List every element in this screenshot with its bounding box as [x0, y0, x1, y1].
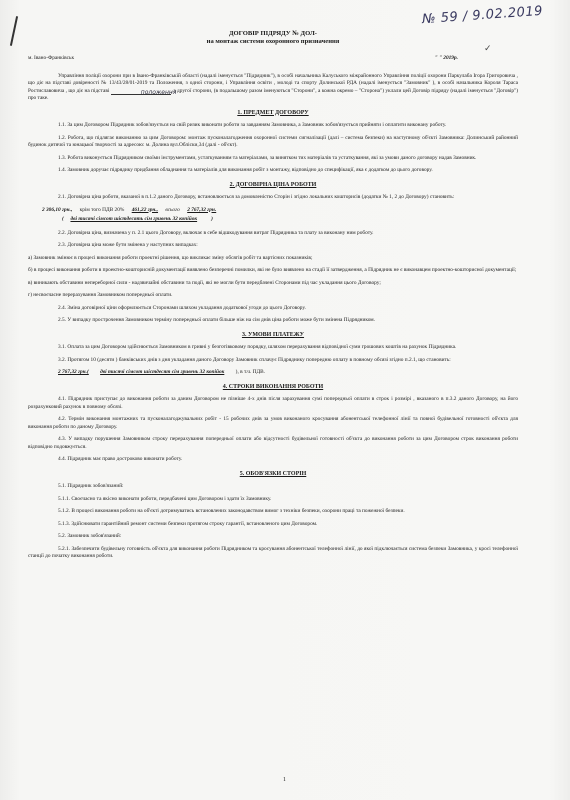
- clause-2-3: 2.3. Договірна ціна може бути змінена у наступних випадках:: [58, 242, 198, 248]
- clause-2-5: 2.5. У випадку прострочення Замовником терміну попередньої оплати більше ніж на сім днів ціна роботи може бути змінена Підрядником.: [58, 317, 375, 323]
- contract-city: м. Івано-Франківськ: [28, 55, 75, 61]
- clause-4-3: 4.3. У випадку порушення Замовником строку перерахування попередньої оплати або відсутності будівельної готовності об'єкта до виконання роботи за цим Договором строк виконання роботи відповідно подовжується.: [28, 436, 518, 450]
- contract-body: [28, 30, 518, 566]
- price-total-label: всього: [165, 206, 180, 213]
- clause-2-2: 2.2. Договірна ціна, визначена у п. 2.1 цього Договору, включає в себе відшкодування витрат Підрядника та плату за виконану ним роботу.: [58, 229, 374, 236]
- clause-5-1-3: 5.1.3. Здійснювати гарантійний ремонт системи безпеки протягом строку гарантії, встановленого цим Договором.: [58, 520, 318, 527]
- check-mark-icon: ✓: [484, 44, 492, 54]
- amount-words: дві тисячі сімсот шістдесят сім гривень 32 копійок: [100, 369, 225, 375]
- clause-4-4: 4.4. Підрядник має право достроково виконати роботу.: [58, 456, 183, 462]
- price-line: [28, 207, 518, 215]
- section-1-title: 1. ПРЕДМЕТ ДОГОВОРУ: [237, 109, 309, 116]
- amount-tail: ), в т.ч. ПДВ.: [235, 369, 266, 375]
- section-5-title: 5. ОБОВ'ЯЗКИ СТОРІН: [239, 470, 307, 477]
- amount-line: [28, 369, 518, 377]
- clause-5-2-1: 5.2.1. Забезпечити будівельну готовність об'єкта для виконання роботи Підрядником та кросування абонентської телефонної лінії, до якої підключається система безпеки Замовника, у кросі телефонної станції до початку виконання роботи.: [28, 545, 518, 559]
- section-3-title: 3. УМОВИ ПЛАТЕЖУ: [241, 331, 305, 338]
- clause-4-1: 4.1. Підрядник приступає до виконання роботи за даним Договором не пізніше 4-х днів після зарахування сумі попередньої оплати в строк і розмірі , вказаного в п.3.2 даного Договору, на його розрахунковий рахунок в повному обсязі.: [28, 396, 518, 410]
- clause-1-4: 1.4. Замовник доручає підрядику придбання обладнання та матеріалів для виконання робіт з монтажу, відповідно до специфікації, яка є додатком до цього договору.: [58, 167, 433, 173]
- clause-4-2: 4.2. Термін виконання монтажних та пусконалагоджувальних робіт - 15 робочих днів за умов виконаного кросування абонентської телефонної лінії та повної будівельної готовності об'єкта для виконання роботи по даному Договору.: [28, 416, 518, 430]
- price-words-line: ( дві тисячі сімсот шістдесять сім гривень 32 копійок ): [62, 216, 213, 222]
- price-vat-label: крім того ПДВ 20%: [79, 206, 125, 213]
- clause-3-2: 3.2. Протягом 10 (десяти ) банківських днів з дня укладання даного Договору Замовник сплачує Підряднику попередню оплату в повному обсязі згідно п.2.1, що становить:: [58, 356, 451, 363]
- clause-3-1: 3.1. Оплата за цим Договором здійснюється Замовником в гривні у безготівковому порядку, шляхом перерахування відповідної суми грошових коштів на рахунок Підрядника.: [58, 344, 457, 350]
- clause-2-4: 2.4. Зміна договірної ціни оформлюється Сторонами шляхом укладання додаткової угоди до цього Договору.: [58, 304, 306, 311]
- clause-2-3-a: а) Замовник змінює в процесі виконання роботи проектні рішення, що викликає зміну обсягів робіт та вартісних показників;: [28, 254, 313, 261]
- price-vat: 461,22 грн.,: [131, 206, 159, 213]
- price-words: дві тисячі сімсот шістдесять сім гривень 32 копійок: [70, 216, 198, 222]
- preamble: Управління поліції охорони при в Івано-Франківській області (надалі іменується "Підрядник"), в особі начальника Калуського міжрайонного Управління поліції охорони Паркулаба Ігора Григоровича , що діє на підставі довіреності № 13/43/28/01-2019 та Положення, з одної сторони, і Управління освіти , молоді та спорту Долинської РДА (надалі іменується "Замовник" ), в особі начальника Короля Тараса Ростиславовича , що діє на підставі положення, з другої сторони, (в подальшому разом іменуються "Сторони", а кожна окремо – "Сторона") уклали цей Договір підряду (надалі іменується "Договір") про таке.: [28, 72, 519, 101]
- clause-2-3-b: б) в процесі виконання роботи в проектно-кошторисній документації виявлено безперечні помилки, які не було виявлено на стадії її затвердження, а Підрядник не є виконавцем проектно-кошторисної документації;: [28, 267, 517, 273]
- margin-pen-mark: [10, 16, 18, 46]
- clause-2-3-g: г) несвоєчасне перерахування Замовником попередньої оплати.: [28, 292, 173, 298]
- clause-5-2: 5.2. Замовник зобов'язаний:: [58, 533, 122, 539]
- clause-5-1: 5.1. Підрядник зобов'язаний:: [58, 483, 124, 489]
- contract-subtitle: на монтаж системи охоронного призначення: [206, 38, 340, 45]
- clause-2-3-v: в) виникають обставини непереборної сили - надзвичайні обставини та події, які не могли бути передбачені Сторонами під час укладання цього Договору;: [28, 279, 381, 286]
- section-2-title: 2. ДОГОВІРНА ЦІНА РОБОТИ: [229, 181, 317, 188]
- price-net: 2 306,10 грн.,: [42, 206, 73, 213]
- clause-1-3: 1.3. Робота виконується Підрядником своїми інструментами, устаткуванням та матеріалами, за винятком тих матеріалів та устаткування, які за умови даного договору надав Замовник.: [58, 154, 477, 161]
- clause-2-1: 2.1. Договірна ціна роботи, вказаної в п.1.2 даного Договору, встановлюється за домовленістю Сторін і згідно локальних кошторисів (додатки № 1, 2 до Договору) становить:: [58, 194, 455, 200]
- place-date-row: [28, 55, 518, 63]
- section-4-title: 4. СТРОКИ ВИКОНАННЯ РОБОТИ: [222, 383, 324, 390]
- page-number: 1: [283, 777, 286, 783]
- handwritten-basis: положення: [111, 89, 171, 95]
- contract-date: " " 2019р.: [434, 55, 458, 61]
- price-total: 2 767,32 грн.: [187, 206, 217, 213]
- contract-title: ДОГОВІР ПІДРЯДУ № ДОЛ-: [229, 30, 317, 37]
- amount-value: 2 767,32 грн.(: [58, 369, 89, 375]
- clause-5-1-2: 5.1.2. В процесі виконання роботи на об'єкті дотримуватись встановлених законодавством вимог з техніки безпеки, охорони праці та пожежної безпеки.: [58, 508, 405, 514]
- handwritten-registration-note: № 59 / 9.02.2019: [421, 3, 544, 28]
- clause-1-2: 1.2. Робота, що підлягає виконанню за цим Договором: монтаж пусконалагодження охоронної системи сигналізації (далі – система безпеки) на наступному об'єкті Замовника: Долинський районний будинок дитячої та юнацької творчості за адресою: м. Долина вул.Обліски,34 (далі - об'єкт).: [28, 134, 518, 148]
- clause-1-1: 1.1. За цим Договором Підрядник зобов'язується на свій ризик виконати роботи за завданням Замовника, а Замовник зобов'язується прийняти і оплатити виконану роботу.: [58, 122, 447, 128]
- clause-5-1-1: 5.1.1. Своєчасно та якісно виконати роботи, передбачені цим Договором і здати їх Замовнику.: [58, 495, 272, 502]
